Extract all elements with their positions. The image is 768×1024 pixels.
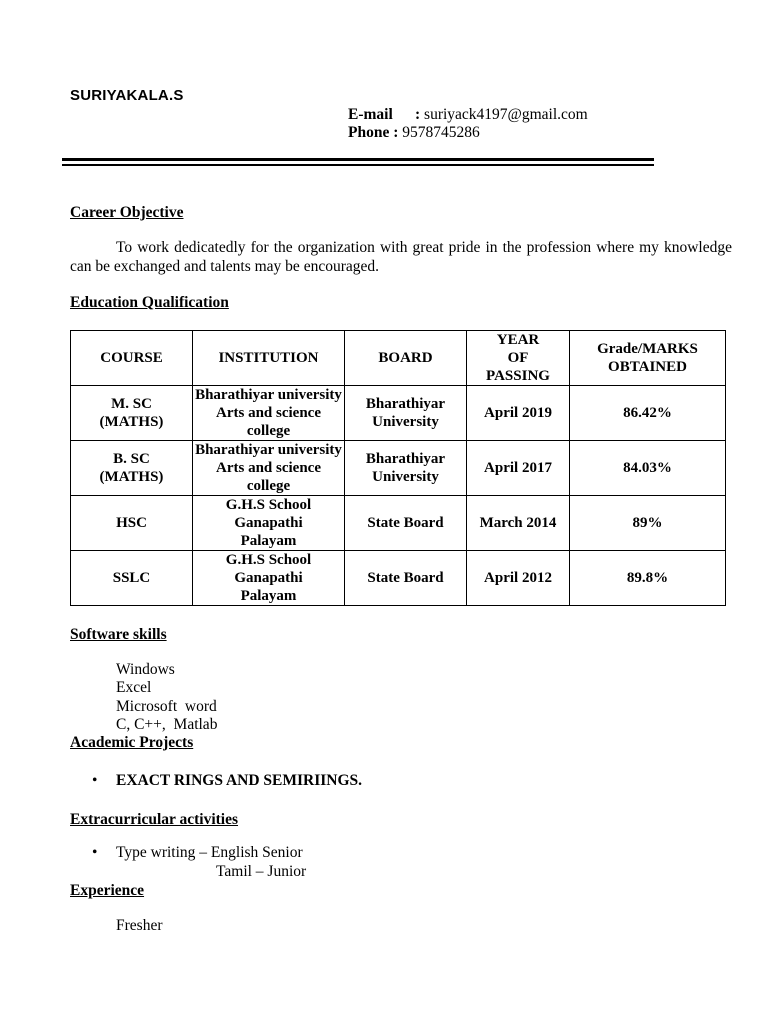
cell-grade: 89.8% <box>570 551 726 606</box>
cell-course: M. SC (MATHS) <box>71 386 193 441</box>
bullet-icon: • <box>92 772 98 789</box>
cell-board: Bharathiyar University <box>345 441 467 496</box>
list-item: Excel <box>116 679 152 697</box>
cell-institution: G.H.S School Ganapathi Palayam <box>193 551 345 606</box>
table-row <box>71 386 726 441</box>
extracurricular-list-item <box>92 844 492 884</box>
header-divider-thick <box>62 158 654 161</box>
cell-year: March 2014 <box>467 496 570 551</box>
cell-course: HSC <box>71 496 193 551</box>
column-header-board: BOARD <box>345 331 467 386</box>
email-row <box>348 106 588 124</box>
contact-block <box>348 106 588 142</box>
project-title: EXACT RINGS AND SEMIRIINGS. <box>116 772 363 789</box>
column-header-grade: Grade/MARKS OBTAINED <box>570 331 726 386</box>
typewriting-english: Type writing – English Senior <box>116 844 303 861</box>
career-objective-text: To work dedicatedly for the organization with great pride in the profession where my knowledge can be exchanged and talents may be encouraged. <box>70 239 732 275</box>
cell-institution: G.H.S School Ganapathi Palayam <box>193 496 345 551</box>
cell-grade: 89% <box>570 496 726 551</box>
cell-course: B. SC (MATHS) <box>71 441 193 496</box>
table-row <box>71 441 726 496</box>
cell-year: April 2019 <box>467 386 570 441</box>
cell-board: State Board <box>345 551 467 606</box>
header-divider-thin <box>62 164 654 166</box>
cell-year: April 2012 <box>467 551 570 606</box>
table-row <box>71 551 726 606</box>
cell-year: April 2017 <box>467 441 570 496</box>
email-address[interactable]: suriyack4197@gmail.com <box>424 106 588 123</box>
table-header-row <box>71 331 726 386</box>
list-item: C, C++, Matlab <box>116 715 218 733</box>
phone-row <box>348 124 588 142</box>
list-item: Microsoft word <box>116 697 217 715</box>
cell-board: State Board <box>345 496 467 551</box>
column-header-year: YEAR OF PASSING <box>467 331 570 386</box>
cell-grade: 84.03% <box>570 441 726 496</box>
education-table <box>70 330 726 606</box>
experience-heading: Experience <box>70 882 145 899</box>
cell-grade: 86.42% <box>570 386 726 441</box>
bullet-icon: • <box>92 844 98 861</box>
cell-board: Bharathiyar University <box>345 386 467 441</box>
software-skills-heading: Software skills <box>70 626 167 643</box>
software-skills-list <box>116 661 217 734</box>
typewriting-tamil: Tamil – Junior <box>216 863 307 880</box>
cell-course: SSLC <box>71 551 193 606</box>
phone-number: 9578745286 <box>402 124 480 141</box>
candidate-name: SURIYAKALA.S <box>70 87 184 104</box>
email-separator: : <box>415 106 421 123</box>
email-label: E-mail <box>348 106 393 123</box>
table-row <box>71 496 726 551</box>
column-header-course: COURSE <box>71 331 193 386</box>
column-header-institution: INSTITUTION <box>193 331 345 386</box>
education-heading: Education Qualification <box>70 294 229 311</box>
list-item: Windows <box>116 661 175 678</box>
academic-projects-heading: Academic Projects <box>70 734 194 751</box>
career-objective-heading: Career Objective <box>70 204 184 221</box>
phone-label: Phone : <box>348 124 399 141</box>
cell-institution: Bharathiyar university Arts and science college <box>193 386 345 441</box>
experience-value: Fresher <box>116 917 163 934</box>
cell-institution: Bharathiyar university Arts and science college <box>193 441 345 496</box>
extracurricular-heading: Extracurricular activities <box>70 811 239 828</box>
